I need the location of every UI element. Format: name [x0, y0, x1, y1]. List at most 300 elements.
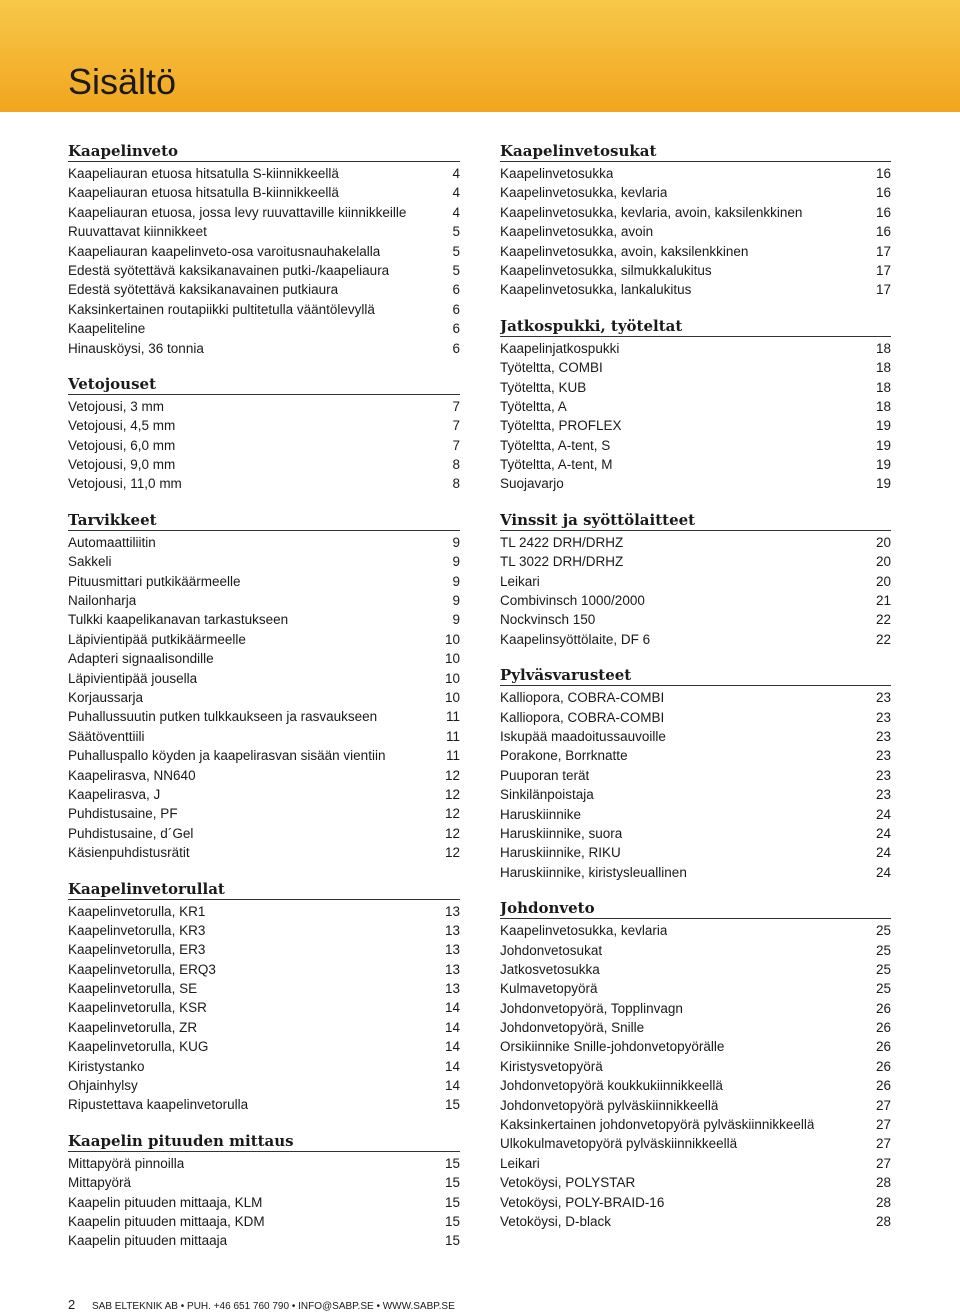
section-title: Kaapelinvetosukat	[500, 141, 891, 162]
toc-entry	[68, 785, 460, 804]
entry-label: Vetojousi, 6,0 mm	[68, 437, 176, 453]
entry-page-number: 13	[444, 981, 460, 997]
entry-page-number: 18	[875, 340, 891, 356]
entry-label: Kaapelinsyöttölaite, DF 6	[500, 631, 651, 647]
toc-entry	[68, 436, 460, 455]
entry-page-number: 6	[452, 321, 460, 337]
toc-entry	[68, 998, 460, 1017]
right-column	[500, 141, 891, 1247]
toc-entry	[500, 183, 891, 202]
entry-page-number: 10	[444, 689, 460, 705]
entry-label: Kaapelinvetosukka, kevlaria	[500, 923, 668, 939]
entry-page-number: 22	[875, 631, 891, 647]
entry-label: Vetojousi, 3 mm	[68, 398, 165, 414]
entry-page-number: 14	[444, 1058, 460, 1074]
toc-entry	[500, 1193, 891, 1212]
toc-entry	[500, 455, 891, 474]
toc-entry	[68, 280, 460, 299]
entry-page-number: 6	[452, 301, 460, 317]
entry-label: Ruuvattavat kiinnikkeet	[68, 224, 207, 240]
entry-label: Nockvinsch 150	[500, 612, 596, 628]
entry-label: Haruskiinnike	[500, 806, 582, 822]
entry-page-number: 20	[875, 534, 891, 550]
entry-page-number: 10	[444, 651, 460, 667]
toc-entry	[68, 979, 460, 998]
toc-entry	[68, 824, 460, 843]
left-column	[68, 141, 460, 1267]
entry-label: Kaapeliauran etuosa hitsatulla B-kiinnikkeellä	[68, 185, 339, 201]
entry-page-number: 25	[875, 981, 891, 997]
toc-entry	[500, 941, 891, 960]
entry-label: Leikari	[500, 1155, 540, 1171]
toc-entry	[500, 824, 891, 843]
entry-label: Vetoköysi, D-black	[500, 1213, 612, 1229]
toc-entry	[500, 610, 891, 629]
toc-entry	[68, 1037, 460, 1056]
toc-entry	[68, 300, 460, 319]
entry-page-number: 16	[875, 185, 891, 201]
toc-entry	[500, 1096, 891, 1115]
entry-page-number: 28	[875, 1194, 891, 1210]
entry-page-number: 15	[444, 1097, 460, 1113]
entry-label: TL 3022 DRH/DRHZ	[500, 554, 624, 570]
entry-label: Kaapelinjatkospukki	[500, 340, 620, 356]
toc-entry	[500, 339, 891, 358]
toc-entry	[500, 397, 891, 416]
entry-page-number: 13	[444, 942, 460, 958]
toc-entry	[500, 280, 891, 299]
entry-label: Johdonvetosukat	[500, 942, 603, 958]
entry-label: Käsienpuhdistusrätit	[68, 845, 190, 861]
entry-label: Ulkokulmavetopyörä pylväskiinnikkeellä	[500, 1136, 738, 1152]
toc-section	[68, 374, 460, 494]
toc-entry	[500, 378, 891, 397]
entry-page-number: 12	[444, 845, 460, 861]
toc-entry	[500, 863, 891, 882]
entry-label: Haruskiinnike, suora	[500, 825, 623, 841]
entry-label: Työteltta, KUB	[500, 379, 587, 395]
toc-entry	[68, 1173, 460, 1192]
toc-entry	[500, 960, 891, 979]
toc-entry	[68, 669, 460, 688]
toc-entry	[500, 261, 891, 280]
toc-section	[500, 510, 891, 649]
entry-label: Kaapelirasva, J	[68, 786, 161, 802]
entry-label: Kaapelinvetorulla, ERQ3	[68, 961, 216, 977]
entry-page-number: 27	[875, 1136, 891, 1152]
toc-entry	[500, 1115, 891, 1134]
toc-entry	[500, 1076, 891, 1095]
entry-label: Puhallussuutin putken tulkkaukseen ja rasvaukseen	[68, 709, 378, 725]
toc-entry	[500, 630, 891, 649]
entry-page-number: 10	[444, 670, 460, 686]
entry-label: Kaapelinvetorulla, ZR	[68, 1019, 198, 1035]
entry-label: Porakone, Borrknatte	[500, 748, 628, 764]
toc-entry	[68, 591, 460, 610]
section-title: Kaapelinveto	[68, 141, 460, 162]
entry-label: Kaapeliauran etuosa, jossa levy ruuvattaville kiinnikkeille	[68, 204, 407, 220]
entry-label: Kaapelinvetosukka	[500, 166, 614, 181]
entry-page-number: 11	[445, 709, 460, 725]
section-title: Vetojouset	[68, 374, 460, 395]
entry-page-number: 26	[875, 1058, 891, 1074]
entry-label: Puhdistusaine, d´Gel	[68, 825, 194, 841]
entry-page-number: 27	[875, 1117, 891, 1133]
entry-page-number: 24	[875, 845, 891, 861]
toc-entry	[68, 688, 460, 707]
entry-label: Leikari	[500, 573, 540, 589]
entry-label: Työteltta, A-tent, S	[500, 437, 611, 453]
entry-page-number: 19	[875, 457, 891, 473]
toc-entry	[68, 843, 460, 862]
footer	[68, 1298, 455, 1314]
entry-page-number: 7	[452, 437, 460, 453]
entry-label: Työteltta, A	[500, 398, 567, 414]
entry-page-number: 14	[444, 1039, 460, 1055]
entry-label: Iskupää maadoitussauvoille	[500, 728, 666, 744]
entry-label: Kaapelinvetorulla, SE	[68, 981, 198, 997]
entry-page-number: 12	[444, 825, 460, 841]
entry-page-number: 26	[875, 1000, 891, 1016]
entry-label: Adapteri signaalisondille	[68, 651, 214, 667]
entry-page-number: 10	[444, 631, 460, 647]
toc-entry	[68, 746, 460, 765]
toc-entry	[500, 203, 891, 222]
entry-label: Vetojousi, 11,0 mm	[68, 476, 182, 492]
entry-label: Kaapelirasva, NN640	[68, 767, 196, 783]
toc-entry	[500, 1057, 891, 1076]
entry-page-number: 15	[444, 1175, 460, 1191]
entry-label: Puhdistusaine, PF	[68, 806, 178, 822]
toc-entry	[68, 610, 460, 629]
entry-label: Sakkeli	[68, 554, 112, 570]
toc-entry	[68, 183, 460, 202]
toc-entry	[500, 533, 891, 552]
entry-label: Korjaussarja	[68, 689, 144, 705]
toc-entry	[68, 1057, 460, 1076]
toc-entry	[68, 804, 460, 823]
toc-entry	[68, 921, 460, 940]
entry-label: Mittapyörä	[68, 1175, 132, 1191]
entry-page-number: 13	[444, 922, 460, 938]
entry-label: Ripustettava kaapelinvetorulla	[68, 1097, 249, 1113]
toc-entry	[68, 727, 460, 746]
entry-label: Puuporan terät	[500, 767, 590, 783]
entry-page-number: 16	[875, 166, 891, 181]
entry-page-number: 5	[452, 224, 460, 240]
entry-page-number: 6	[452, 282, 460, 298]
toc-entry	[500, 1037, 891, 1056]
toc-entry	[500, 727, 891, 746]
entry-label: Kaapelinvetorulla, ER3	[68, 942, 206, 958]
entry-label: Jatkosvetosukka	[500, 961, 600, 977]
toc-entry	[500, 572, 891, 591]
entry-page-number: 17	[875, 282, 891, 298]
toc-entry	[500, 785, 891, 804]
entry-page-number: 17	[875, 243, 891, 259]
entry-page-number: 15	[444, 1155, 460, 1171]
entry-page-number: 14	[444, 1078, 460, 1094]
toc-entry	[68, 319, 460, 338]
entry-page-number: 26	[875, 1078, 891, 1094]
toc-entry	[68, 203, 460, 222]
entry-label: Kaapeliauran kaapelinveto-osa varoitusnauhakelalla	[68, 243, 381, 259]
toc-entry	[68, 222, 460, 241]
toc-entry	[500, 416, 891, 435]
entry-page-number: 6	[452, 340, 460, 356]
toc-section	[500, 898, 891, 1231]
section-title: Kaapelin pituuden mittaus	[68, 1131, 460, 1152]
toc-entry	[68, 533, 460, 552]
entry-label: Kalliopora, COBRA-COMBI	[500, 690, 665, 706]
entry-page-number: 13	[444, 961, 460, 977]
toc-section	[68, 879, 460, 1115]
toc-entry	[68, 397, 460, 416]
entry-label: Hinausköysi, 36 tonnia	[68, 340, 204, 356]
entry-label: Pituusmittari putkikäärmeelle	[68, 573, 241, 589]
toc-entry	[68, 416, 460, 435]
entry-label: TL 2422 DRH/DRHZ	[500, 534, 624, 550]
toc-entry	[500, 1134, 891, 1153]
entry-page-number: 23	[875, 748, 891, 764]
section-title: Vinssit ja syöttölaitteet	[500, 510, 891, 531]
entry-label: Kaapelinvetorulla, KSR	[68, 1000, 207, 1016]
entry-label: Vetojousi, 9,0 mm	[68, 457, 176, 473]
toc-section	[68, 141, 460, 358]
toc-entry	[500, 708, 891, 727]
entry-label: Kaapelinvetorulla, KUG	[68, 1039, 209, 1055]
toc-entry	[68, 339, 460, 358]
entry-page-number: 4	[452, 166, 460, 181]
section-title: Pylväsvarusteet	[500, 665, 891, 686]
toc-entry	[68, 1193, 460, 1212]
entry-label: Johdonvetopyörä, Topplinvagn	[500, 1000, 683, 1016]
entry-page-number: 28	[875, 1175, 891, 1191]
entry-page-number: 18	[875, 379, 891, 395]
entry-page-number: 9	[452, 534, 460, 550]
entry-page-number: 9	[452, 593, 460, 609]
entry-page-number: 23	[875, 728, 891, 744]
toc-section	[68, 510, 460, 863]
entry-page-number: 12	[444, 806, 460, 822]
entry-label: Sinkilänpoistaja	[500, 787, 594, 803]
entry-label: Kaapelinvetosukka, kevlaria, avoin, kaksilenkkinen	[500, 204, 803, 220]
entry-page-number: 5	[452, 262, 460, 278]
toc-entry	[68, 242, 460, 261]
entry-label: Kiristystanko	[68, 1058, 145, 1074]
entry-label: Kaapelinvetosukka, avoin, kaksilenkkinen	[500, 243, 749, 259]
entry-label: Edestä syötettävä kaksikanavainen putkiaura	[68, 282, 339, 298]
toc-section	[500, 665, 891, 882]
entry-page-number: 19	[875, 476, 891, 492]
entry-label: Kaapeliauran etuosa hitsatulla S-kiinnikkeellä	[68, 166, 339, 181]
entry-page-number: 11	[445, 728, 460, 744]
entry-label: Nailonharja	[68, 593, 137, 609]
entry-page-number: 7	[452, 418, 460, 434]
entry-label: Johdonvetopyörä koukkukiinnikkeellä	[500, 1078, 723, 1094]
toc-entry	[68, 940, 460, 959]
entry-label: Haruskiinnike, kiristysleuallinen	[500, 864, 687, 880]
entry-page-number: 18	[875, 398, 891, 414]
entry-page-number: 8	[452, 457, 460, 473]
entry-page-number: 9	[452, 612, 460, 628]
entry-label: Kaapelin pituuden mittaaja	[68, 1233, 228, 1249]
entry-page-number: 22	[875, 612, 891, 628]
page-number: 2	[68, 1297, 76, 1312]
entry-label: Puhalluspallo köyden ja kaapelirasvan sisään vientiin	[68, 748, 386, 764]
entry-page-number: 15	[444, 1213, 460, 1229]
toc-section	[500, 141, 891, 300]
entry-page-number: 5	[452, 243, 460, 259]
toc-entry	[68, 960, 460, 979]
entry-label: Työteltta, A-tent, M	[500, 457, 613, 473]
entry-page-number: 27	[875, 1155, 891, 1171]
entry-page-number: 16	[875, 224, 891, 240]
entry-page-number: 23	[875, 709, 891, 725]
entry-page-number: 24	[875, 825, 891, 841]
toc-entry	[500, 436, 891, 455]
entry-page-number: 9	[452, 554, 460, 570]
toc-entry	[500, 766, 891, 785]
entry-label: Kaksinkertainen johdonvetopyörä pylväskiinnikkeellä	[500, 1117, 815, 1133]
toc-entry	[68, 630, 460, 649]
entry-page-number: 23	[875, 690, 891, 706]
entry-label: Kaapelinvetorulla, KR3	[68, 922, 206, 938]
entry-page-number: 24	[875, 806, 891, 822]
toc-entry	[500, 1018, 891, 1037]
toc-entry	[68, 572, 460, 591]
toc-entry	[500, 222, 891, 241]
entry-label: Edestä syötettävä kaksikanavainen putki-/kaapeliaura	[68, 262, 390, 278]
toc-entry	[68, 1154, 460, 1173]
entry-label: Johdonvetopyörä, Snille	[500, 1020, 645, 1036]
entry-page-number: 26	[875, 1039, 891, 1055]
entry-label: Kaapelin pituuden mittaaja, KLM	[68, 1194, 263, 1210]
entry-page-number: 21	[875, 593, 891, 609]
toc-entry	[68, 1018, 460, 1037]
toc-entry	[68, 707, 460, 726]
toc-section	[68, 1131, 460, 1251]
toc-entry	[500, 805, 891, 824]
section-title: Johdonveto	[500, 898, 891, 919]
entry-page-number: 7	[452, 398, 460, 414]
entry-page-number: 19	[875, 418, 891, 434]
entry-label: Työteltta, PROFLEX	[500, 418, 622, 434]
entry-page-number: 26	[875, 1020, 891, 1036]
entry-page-number: 15	[444, 1233, 460, 1249]
toc-entry	[500, 1173, 891, 1192]
entry-page-number: 11	[445, 748, 460, 764]
entry-label: Läpivientipää jousella	[68, 670, 198, 686]
entry-label: Kaksinkertainen routapiikki pultitetulla vääntölevyllä	[68, 301, 375, 317]
toc-entry	[68, 455, 460, 474]
entry-label: Kalliopora, COBRA-COMBI	[500, 709, 665, 725]
entry-page-number: 19	[875, 437, 891, 453]
toc-entry	[500, 164, 891, 183]
entry-label: Mittapyörä pinnoilla	[68, 1155, 185, 1171]
entry-label: Vetojousi, 4,5 mm	[68, 418, 176, 434]
toc-entry	[500, 746, 891, 765]
toc-entry	[68, 649, 460, 668]
entry-label: Kaapeliteline	[68, 321, 146, 337]
toc-entry	[500, 999, 891, 1018]
entry-label: Tulkki kaapelikanavan tarkastukseen	[68, 612, 289, 628]
page-title: Sisältö	[68, 61, 177, 102]
toc-entry	[500, 843, 891, 862]
toc-entry	[68, 552, 460, 571]
entry-page-number: 17	[875, 262, 891, 278]
toc-entry	[68, 1212, 460, 1231]
section-title: Tarvikkeet	[68, 510, 460, 531]
entry-label: Kaapelinvetosukka, kevlaria	[500, 185, 668, 201]
toc-entry	[500, 1212, 891, 1231]
entry-page-number: 23	[875, 787, 891, 803]
entry-label: Vetoköysi, POLYSTAR	[500, 1175, 636, 1191]
entry-label: Kaapelinvetosukka, lankalukitus	[500, 282, 692, 298]
section-title: Kaapelinvetorullat	[68, 879, 460, 900]
entry-page-number: 23	[875, 767, 891, 783]
entry-label: Vetoköysi, POLY-BRAID-16	[500, 1194, 665, 1210]
entry-label: Kulmavetopyörä	[500, 981, 598, 997]
entry-page-number: 14	[444, 1000, 460, 1016]
toc-entry	[500, 552, 891, 571]
toc-entry	[500, 358, 891, 377]
entry-page-number: 25	[875, 942, 891, 958]
entry-page-number: 12	[444, 767, 460, 783]
toc-entry	[500, 688, 891, 707]
entry-page-number: 20	[875, 573, 891, 589]
entry-page-number: 9	[452, 573, 460, 589]
entry-page-number: 28	[875, 1213, 891, 1229]
entry-label: Kaapelin pituuden mittaaja, KDM	[68, 1213, 265, 1229]
entry-label: Automaattiliitin	[68, 534, 156, 550]
entry-page-number: 8	[452, 476, 460, 492]
entry-page-number: 25	[875, 923, 891, 939]
toc-entry	[500, 979, 891, 998]
entry-label: Kaapelinvetorulla, KR1	[68, 903, 206, 919]
entry-label: Kaapelinvetosukka, silmukkalukitus	[500, 262, 712, 278]
entry-page-number: 27	[875, 1097, 891, 1113]
entry-page-number: 25	[875, 961, 891, 977]
toc-entry	[68, 1231, 460, 1250]
entry-label: Ohjainhylsy	[68, 1078, 138, 1094]
entry-label: Johdonvetopyörä pylväskiinnikkeellä	[500, 1097, 719, 1113]
entry-label: Orsikiinnike Snille-johdonvetopyörälle	[500, 1039, 725, 1055]
toc-entry	[500, 242, 891, 261]
entry-page-number: 4	[452, 185, 460, 201]
section-title: Jatkospukki, työteltat	[500, 316, 891, 337]
entry-page-number: 15	[444, 1194, 460, 1210]
entry-label: Säätöventtiili	[68, 728, 145, 744]
toc-entry	[500, 921, 891, 940]
entry-label: Combivinsch 1000/2000	[500, 593, 645, 609]
toc-entry	[68, 1095, 460, 1114]
toc-entry	[500, 591, 891, 610]
footer-contact: SAB ELTEKNIK AB • PUH. +46 651 760 790 • INFO@SABP.SE • WWW.SABP.SE	[92, 1301, 455, 1312]
entry-label: Kaapelinvetosukka, avoin	[500, 224, 654, 240]
entry-label: Haruskiinnike, RIKU	[500, 845, 621, 861]
entry-label: Läpivientipää putkikäärmeelle	[68, 631, 246, 647]
entry-page-number: 12	[444, 786, 460, 802]
entry-page-number: 14	[444, 1019, 460, 1035]
entry-page-number: 24	[875, 864, 891, 880]
page-header	[0, 0, 960, 112]
entry-page-number: 18	[875, 360, 891, 376]
entry-label: Työteltta, COMBI	[500, 360, 603, 376]
toc-entry	[68, 261, 460, 280]
toc-entry	[68, 766, 460, 785]
entry-page-number: 20	[875, 554, 891, 570]
